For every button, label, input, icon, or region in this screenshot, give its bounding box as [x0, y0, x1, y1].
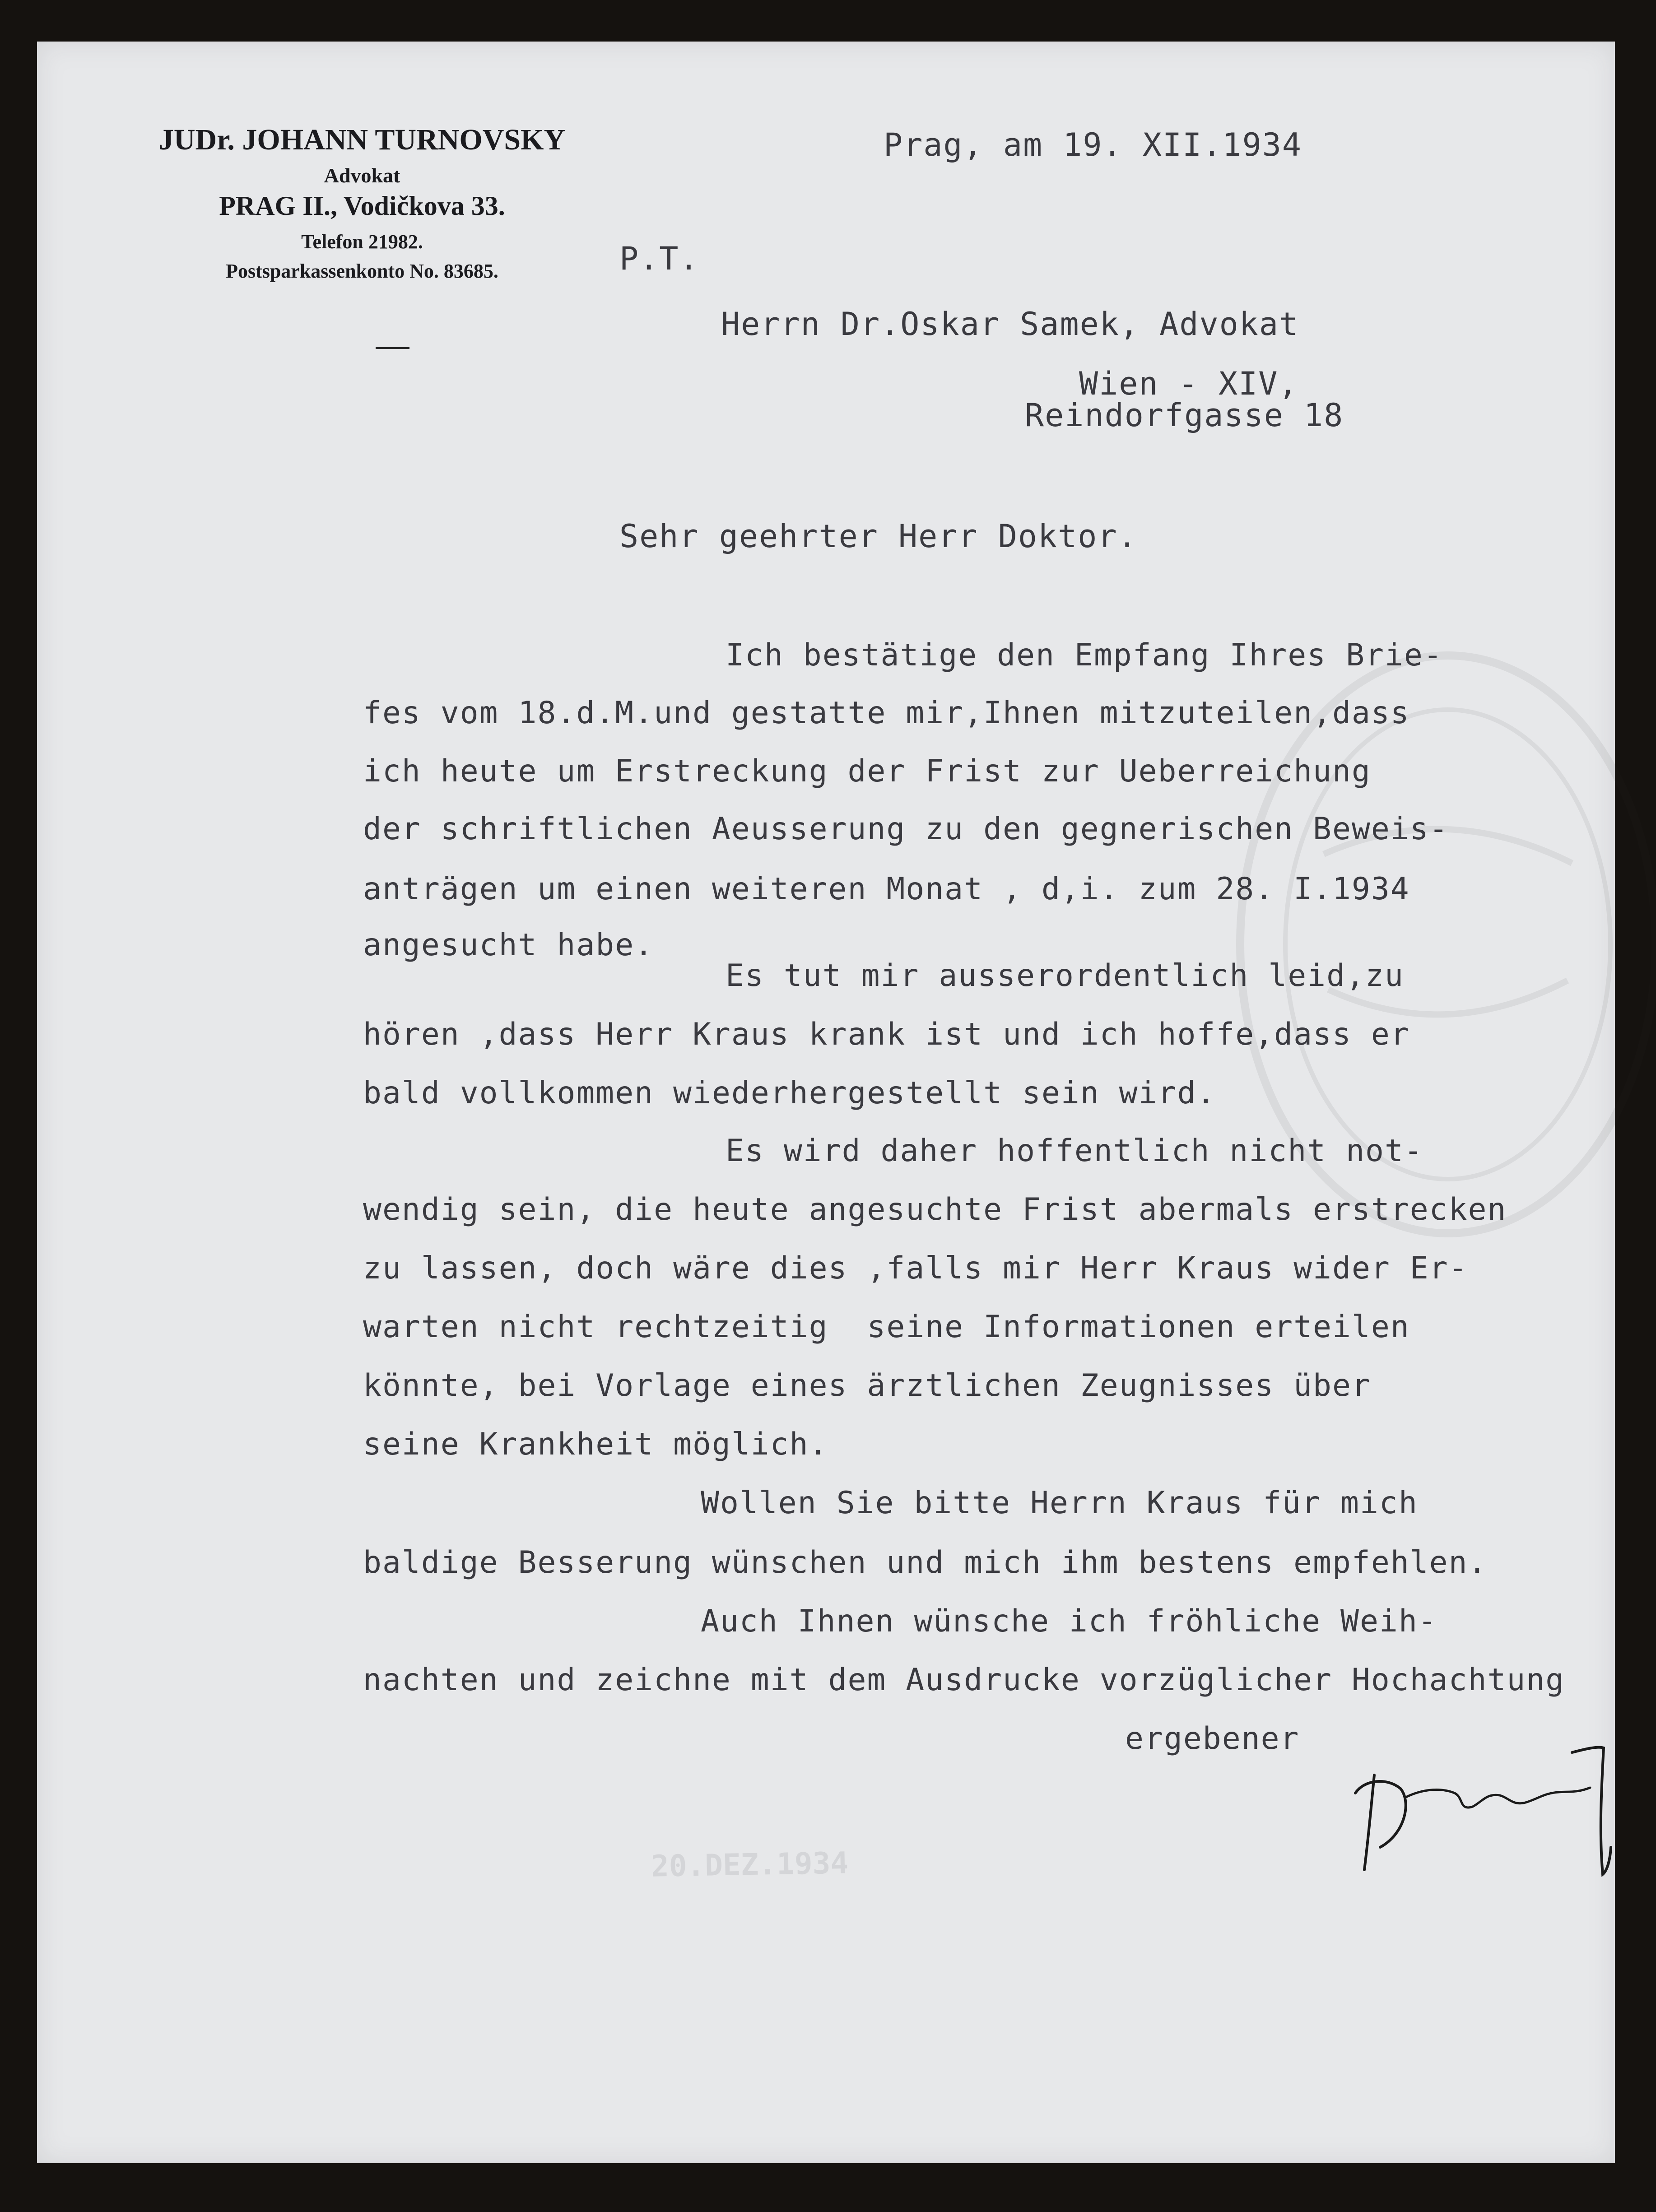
body-line: ich heute um Erstreckung der Frist zur Ueberreichung [363, 753, 1371, 789]
body-line: könnte, bei Vorlage eines ärztlichen Zeugnisses über [363, 1368, 1371, 1403]
closing: ergebener [1125, 1721, 1300, 1757]
scan-border [0, 2165, 1656, 2212]
body-line: Wollen Sie bitte Herrn Kraus für mich [701, 1485, 1418, 1521]
recipient-city: Wien - XIV, [1079, 365, 1298, 402]
body-line: zu lassen, doch wäre dies ,falls mir Herr Kraus wider Er- [363, 1250, 1468, 1286]
body-line: warten nicht rechtzeitig seine Informationen erteilen [363, 1309, 1410, 1345]
letterhead-name: JUDr. JOHANN TURNOVSKY [158, 123, 566, 156]
body-line: fes vom 18.d.M.und gestatte mir,Ihnen mitzuteilen,dass [363, 695, 1410, 731]
letterhead-divider [376, 347, 409, 349]
letterhead-phone: Telefon 21982. [301, 231, 423, 253]
salutation: Sehr geehrter Herr Doktor. [619, 518, 1138, 555]
body-line: nachten und zeichne mit dem Ausdrucke vorzüglicher Hochachtung [363, 1662, 1565, 1698]
body-line: seine Krankheit möglich. [363, 1427, 828, 1462]
handwritten-signature [1337, 1734, 1617, 1888]
letter-page [37, 42, 1615, 2163]
recipient-street: Reindorfgasse 18 [1025, 397, 1344, 434]
body-line: angesucht habe. [363, 927, 654, 963]
letter-date: Prag, am 19. XII.1934 [884, 126, 1302, 163]
recipient-name: Herrn Dr.Oskar Samek, Advokat [721, 306, 1299, 343]
body-line: Es tut mir ausserordentlich leid,zu [726, 958, 1404, 994]
body-line: baldige Besserung wünschen und mich ihm bestens empfehlen. [363, 1545, 1488, 1580]
body-line: der schriftlichen Aeusserung zu den gegnerischen Beweis- [363, 811, 1449, 847]
recipient-prefix: P.T. [619, 240, 699, 277]
body-line: wendig sein, die heute angesuchte Frist abermals erstrecken [363, 1192, 1507, 1227]
body-line: Ich bestätige den Empfang Ihres Brie- [726, 637, 1443, 673]
letterhead-postal-account: Postsparkassenkonto No. 83685. [226, 260, 498, 282]
date-stamp: 20.DEZ.1934 [651, 1845, 849, 1884]
body-line: bald vollkommen wiederhergestellt sein wird. [363, 1075, 1216, 1111]
letterhead-address: PRAG II., Vodičkova 33. [219, 191, 505, 221]
body-line: Auch Ihnen wünsche ich fröhliche Weih- [701, 1603, 1437, 1639]
bleed-through-mark [1211, 628, 1656, 1260]
body-line: Es wird daher hoffentlich nicht not- [726, 1133, 1423, 1169]
body-line: anträgen um einen weiteren Monat , d,i. zum 28. I.1934 [363, 871, 1410, 907]
body-line: hören ,dass Herr Kraus krank ist und ich hoffe,dass er [363, 1017, 1410, 1052]
letterhead-profession: Advokat [324, 164, 400, 187]
